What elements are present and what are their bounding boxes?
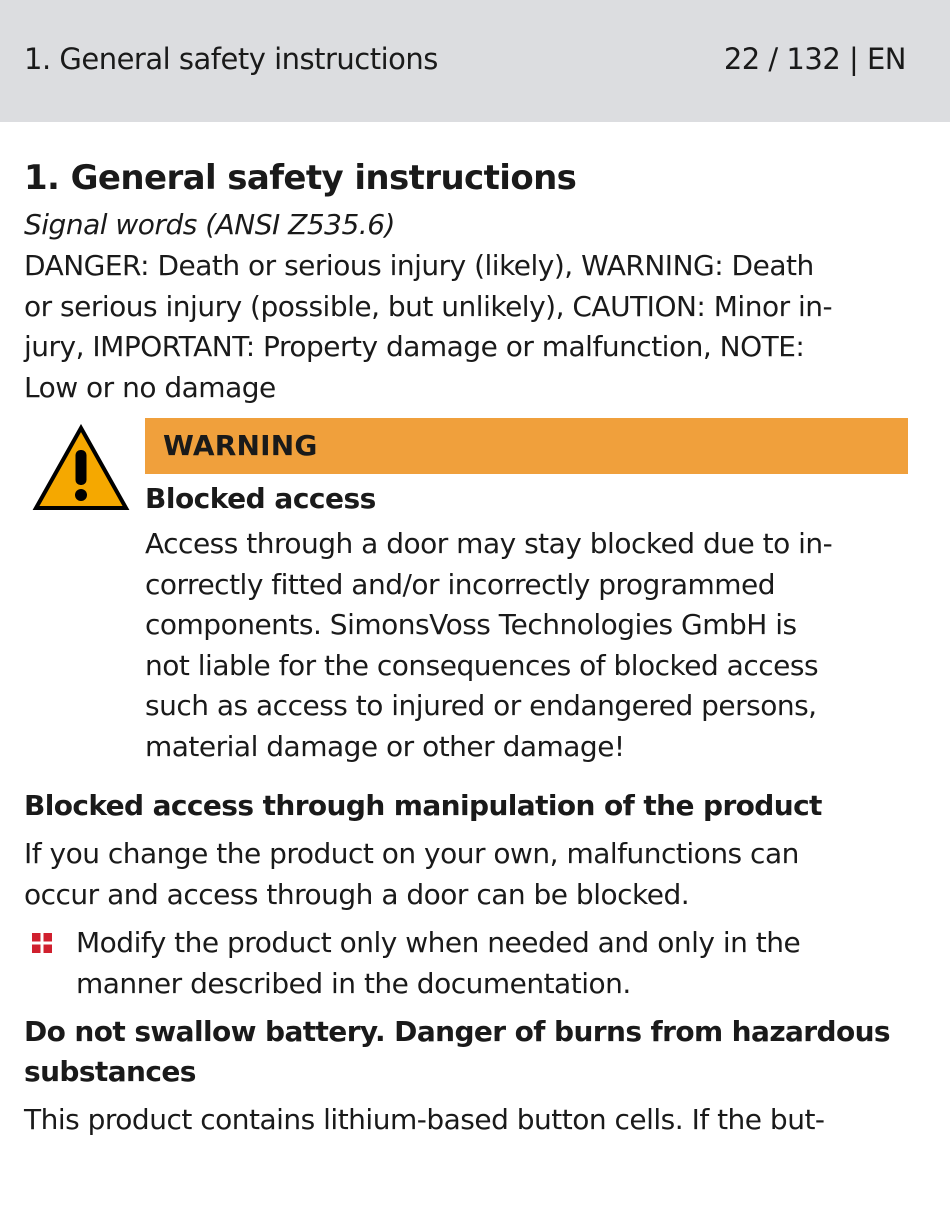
text-line: jury, IMPORTANT: Property damage or malfunction, NOTE: [24, 330, 805, 363]
page-header [0, 0, 950, 122]
text-line: such as access to injured or endangered persons, [145, 689, 817, 722]
text-line: DANGER: Death or serious injury (likely), WARNING: Death [24, 249, 814, 282]
warning-heading: Blocked access [145, 482, 376, 515]
text-line: Low or no damage [24, 370, 276, 404]
battery-text-line: This product contains lithium-based button cells. If the but- [24, 1103, 825, 1136]
running-section-title: 1. General safety instructions [24, 42, 438, 76]
text-line: correctly fitted and/or incorrectly programmed [145, 567, 776, 601]
battery-heading [24, 1012, 908, 1092]
red-square-bullet-icon [32, 933, 52, 953]
manipulation-heading: Blocked access through manipulation of the product [24, 789, 822, 822]
text-line: occur and access through a door can be blocked. [24, 877, 690, 911]
warning-body [145, 418, 908, 767]
warning-triangle-icon [32, 424, 130, 514]
text-line: If you change the product on your own, malfunctions can [24, 837, 799, 870]
manipulation-paragraph [24, 834, 908, 915]
text-line: Modify the product only when needed and only in the [76, 926, 801, 959]
section-title: 1. General safety instructions [24, 158, 577, 198]
warning-text [145, 524, 908, 767]
text-line: or serious injury (possible, but unlikely), CAUTION: Minor in- [24, 289, 833, 323]
page-number: 22 / 132 | EN [723, 42, 906, 76]
signal-words-paragraph [24, 246, 908, 408]
list-item [24, 923, 908, 1004]
text-line: material damage or other damage! [145, 729, 625, 763]
heading-line: Do not swallow battery. Danger of burns from hazardous [24, 1015, 890, 1048]
warning-notice [24, 418, 908, 786]
text-line: Access through a door may stay blocked due to in- [145, 527, 833, 560]
signal-words-heading: Signal words (ANSI Z535.6) [24, 208, 395, 241]
text-line: components. SimonsVoss Technologies GmbH is [145, 608, 797, 641]
heading-line: substances [24, 1055, 196, 1088]
warning-label-bar: WARNING [145, 418, 908, 474]
text-line: not liable for the consequences of blocked access [145, 648, 819, 682]
text-line: manner described in the documentation. [76, 966, 631, 1000]
page-content [24, 152, 908, 1141]
